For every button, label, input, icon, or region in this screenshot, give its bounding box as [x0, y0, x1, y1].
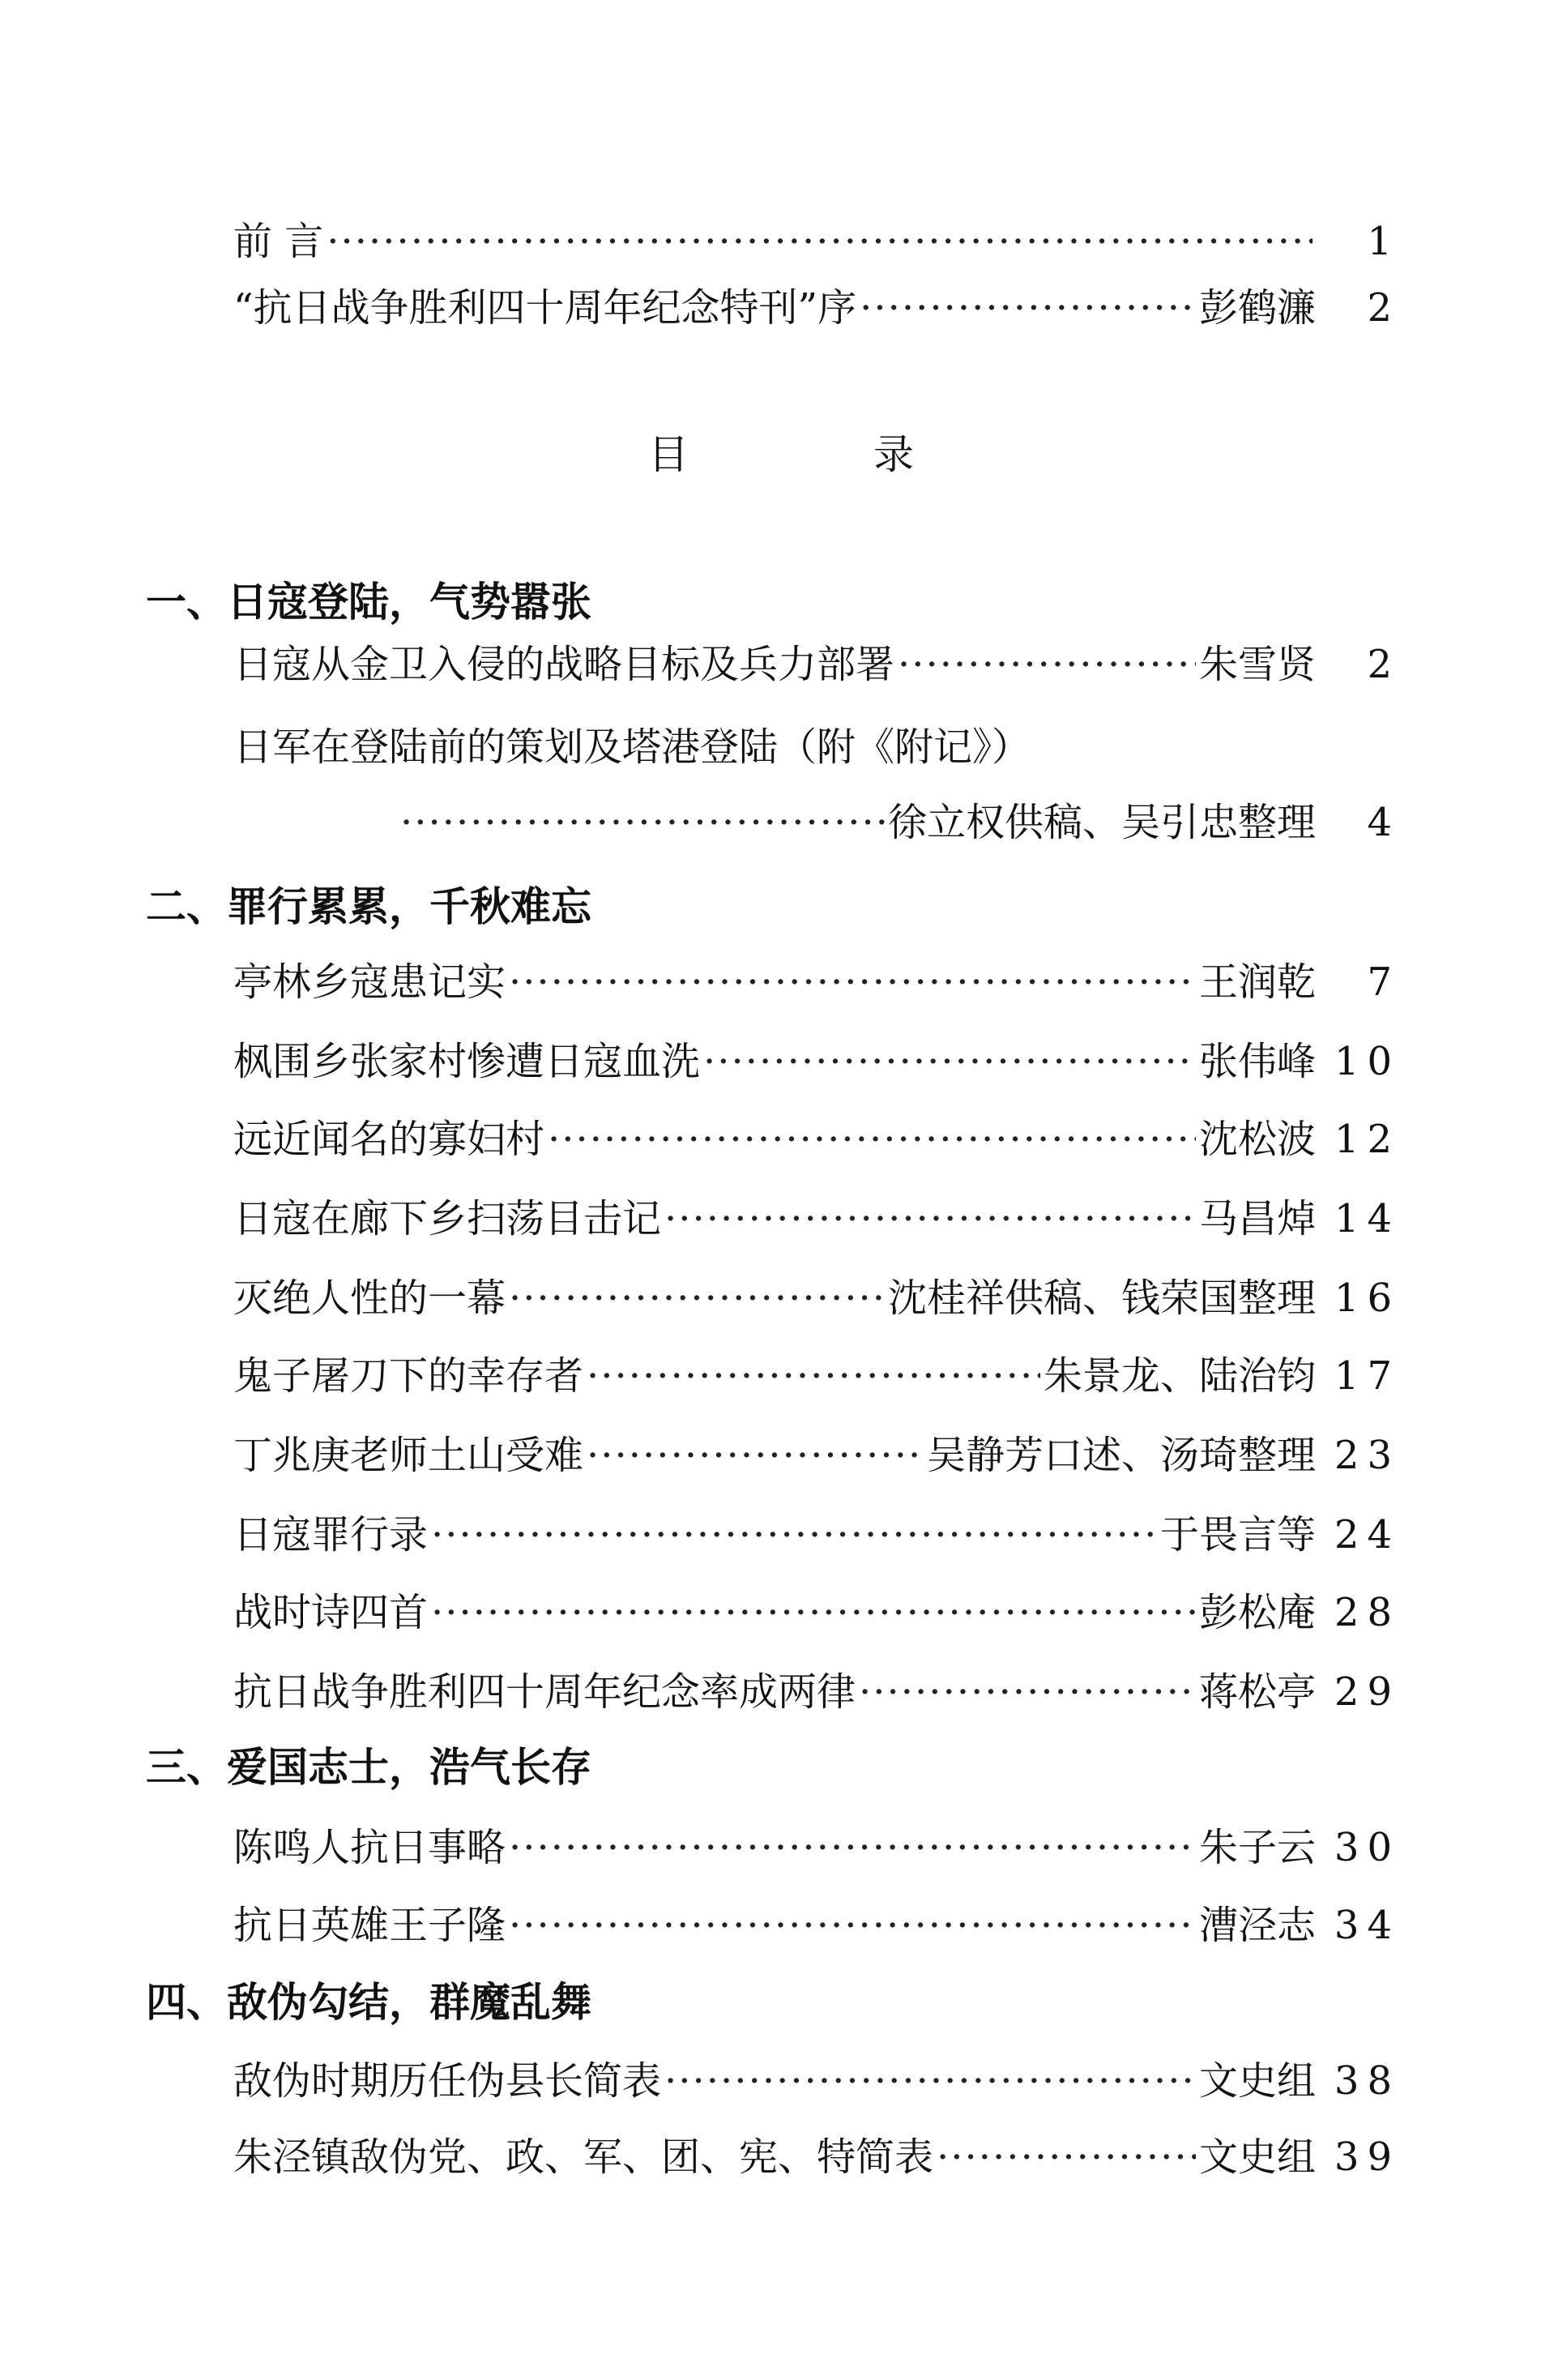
entry-title: 丁兆庚老师土山受难 [233, 1433, 584, 1478]
entry-page: 2 [1367, 285, 1400, 331]
entry-title: 亭林乡寇患记实 [233, 959, 506, 1005]
toc-entry-preface [233, 217, 1400, 266]
toc-entry [233, 1274, 1400, 1322]
toc-entry [233, 1194, 1400, 1243]
entry-author: 朱子云 [1198, 1825, 1316, 1870]
toc-entry [233, 1510, 1400, 1559]
entry-page: 14 [1334, 1196, 1400, 1241]
toc-entry [233, 640, 1400, 689]
leader-dots [860, 284, 1196, 332]
leader-dots [937, 2133, 1196, 2181]
entry-page: 12 [1334, 1117, 1400, 1162]
section-heading: 四、敌伪勾结，群魔乱舞 [146, 1978, 591, 2026]
section-heading: 一、日寇登陆，气势嚣张 [146, 578, 591, 626]
leader-dots [548, 1115, 1196, 1164]
leader-dots [400, 798, 885, 847]
entry-page: 34 [1334, 1903, 1400, 1948]
entry-title: 陈鸣人抗日事略 [233, 1825, 506, 1870]
entry-page: 28 [1334, 1590, 1400, 1635]
toc-entry [233, 1037, 1400, 1086]
entry-title: 日寇从金卫入侵的战略目标及兵力部署 [233, 642, 895, 687]
toc-title-char-1: 目 [648, 431, 689, 478]
entry-title: 敌伪时期历任伪县长简表 [233, 2058, 662, 2104]
leader-dots [327, 217, 1313, 266]
entry-author: 沈松波 [1198, 1117, 1316, 1162]
entry-author: 彭松庵 [1198, 1590, 1316, 1635]
toc-entry-foreword [233, 284, 1400, 332]
toc-entry [233, 1668, 1400, 1716]
entry-title: 灭绝人性的一幕 [233, 1275, 506, 1321]
toc-entry [233, 2057, 1400, 2105]
toc-title-char-2: 录 [873, 431, 914, 478]
toc-entry [233, 1588, 1400, 1637]
entry-author: 王润乾 [1198, 959, 1316, 1005]
entry-page: 39 [1334, 2134, 1400, 2180]
entry-author: 张伟峰 [1198, 1039, 1316, 1084]
leader-dots [703, 1037, 1196, 1086]
entry-page: 1 [1367, 219, 1400, 264]
entry-page: 7 [1367, 959, 1400, 1005]
entry-page: 4 [1367, 800, 1400, 845]
entry-author: 沈桂祥供稿、钱荣国整理 [887, 1275, 1316, 1321]
leader-dots [587, 1352, 1040, 1400]
entry-title: 前 言 [233, 219, 324, 264]
section-heading: 三、爱国志士，浩气长存 [146, 1743, 591, 1791]
entry-title: “抗日战争胜利四十周年纪念特刊”序 [233, 285, 857, 331]
entry-author: 文史组 [1198, 2058, 1316, 2104]
toc-entry [233, 2133, 1400, 2181]
entry-title: 抗日战争胜利四十周年纪念率成两律 [233, 1669, 856, 1715]
entry-page: 10 [1334, 1039, 1400, 1084]
entry-title: 枫围乡张家村惨遭日寇血洗 [233, 1039, 701, 1084]
toc-entry [233, 1901, 1400, 1950]
toc-entry [233, 1115, 1400, 1164]
entry-page: 29 [1334, 1669, 1400, 1715]
entry-author: 漕泾志 [1198, 1903, 1316, 1948]
leader-dots [587, 1431, 924, 1480]
toc-entry [233, 723, 1400, 771]
toc-entry [233, 1823, 1400, 1872]
toc-entry-continued [397, 798, 1400, 847]
entry-author: 吴静芳口述、汤琦整理 [926, 1433, 1316, 1478]
entry-page: 30 [1334, 1825, 1400, 1870]
toc-entry [233, 958, 1400, 1006]
leader-dots [509, 958, 1196, 1006]
entry-author: 朱景龙、陆治钧 [1043, 1353, 1316, 1399]
entry-author: 文史组 [1198, 2134, 1316, 2180]
entry-author: 徐立权供稿、吴引忠整理 [887, 800, 1316, 845]
entry-author: 朱雪贤 [1198, 642, 1316, 687]
entry-page: 38 [1334, 2058, 1400, 2104]
entry-title: 日军在登陆前的策划及塔港登陆（附《附记》） [233, 724, 1031, 770]
entry-title: 朱泾镇敌伪党、政、军、团、宪、特简表 [233, 2134, 934, 2180]
toc-entry [233, 1431, 1400, 1480]
leader-dots [664, 2057, 1196, 2105]
leader-dots [431, 1588, 1196, 1637]
leader-dots [859, 1668, 1196, 1716]
entry-title: 远近闻名的寡妇村 [233, 1117, 545, 1162]
section-heading: 二、罪行累累，千秋难忘 [146, 882, 591, 930]
entry-title: 鬼子屠刀下的幸存者 [233, 1353, 584, 1399]
entry-page: 17 [1334, 1353, 1400, 1399]
entry-title: 抗日英雄王子隆 [233, 1903, 506, 1948]
entry-page: 24 [1334, 1512, 1400, 1557]
entry-author: 蒋松亭 [1198, 1669, 1316, 1715]
entry-title: 战时诗四首 [233, 1590, 429, 1635]
leader-dots [509, 1274, 885, 1322]
entry-author: 马昌焯 [1198, 1196, 1316, 1241]
entry-title: 日寇罪行录 [233, 1512, 429, 1557]
entry-page: 16 [1334, 1275, 1400, 1321]
entry-page: 23 [1334, 1433, 1400, 1478]
leader-dots [431, 1510, 1157, 1559]
leader-dots [509, 1901, 1196, 1950]
entry-title: 日寇在廊下乡扫荡目击记 [233, 1196, 662, 1241]
leader-dots [664, 1194, 1196, 1243]
toc-entry [233, 1352, 1400, 1400]
leader-dots [509, 1823, 1196, 1872]
entry-author: 彭鹤濂 [1198, 285, 1316, 331]
entry-page: 2 [1367, 642, 1400, 687]
leader-dots [898, 640, 1196, 689]
entry-author: 于畏言等 [1159, 1512, 1316, 1557]
